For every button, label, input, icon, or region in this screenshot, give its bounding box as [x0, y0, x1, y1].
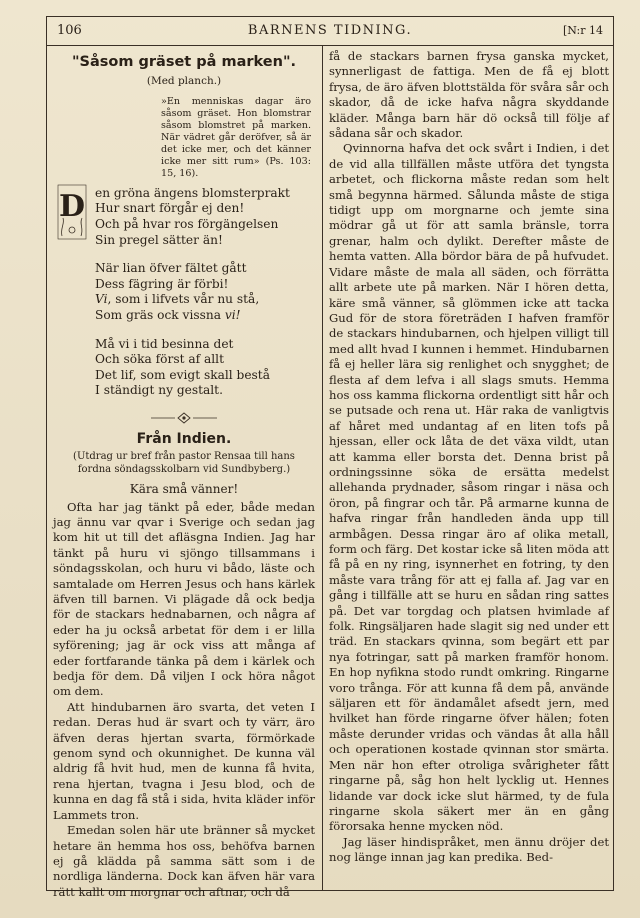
- left-column: [53, 49, 315, 899]
- poem-line: Må vi i tid besinna det: [95, 336, 234, 351]
- poem-line: Och på hvar ros förgängelsen: [95, 217, 279, 231]
- poem-emphasis: Vi: [95, 292, 108, 307]
- ornamental-dropcap: [57, 184, 87, 240]
- page-header: [47, 17, 613, 46]
- poem-epigraph: [161, 96, 311, 180]
- article-paragraph: Qvinnorna hafva det ock svårt i Indien, i det de vid alla tillfällen måste utföra det tyngsta arbetet, och flickorna måste redan som helt små begynna härmed. Sålunda måste de stiga tidigt upp om morgnarne och jemte sina mödrar gå ut för att samla bränsle, torra grenar, halm och dylikt. Derefter måste de hemta vatten. Alla bördor bära de på hufvudet. Vidare måste de mala all säden, och förrätta allt arbete ute på marken. När I hören detta, käre små vänner, så glömmen icke att tacka Gud för de stora företräden I hafven framför de stackars hindubarnen, och hjelpen villigt till med allt hvad I kunnen i hemmet. Hindubarnen få ej heller lära sig renlighet och snygghet; de flesta af dem lefva i all slags smuts. Hemma hos oss kamma flickorna ordentligt sitt hår och se putsade och rena ut. Här raka de vanligtvis af håret med undantag af en liten tofs på hjessan, eller ock låta de det växa vildt, utan att kamma eller borsta det. Denna brist på ordningssinne söka de ersätta medelst allehanda prydnader, såsom ringar i näsa och öron, på fingrar och tår. På armarne kunna de hafva ringar från handleden ända upp till armbågen. Dessa ringar äro af olika metall, form och färg. Det kostar icke så liten möda att få på en ny ring, isynnerhet en fotring, ty den måste vara trång för att ej falla af. Jag var en gång i tillfälle att se huru en sådan ring sattes på. Det var torgdag och platsen hvimlade af folk. Ringsäljaren hade slagit sig ned under ett träd. En stackars qvinna, som begärt ett par nya fotringar, satt på marken framför honom. En hop nyfikna stodo rundt omkring. Ringarne voro trånga. För att kunna få dem på, använde säljaren ett för ändamålet afsedt jern, med hvilket han förde ringarne öfver hälen; foten måste derunder vridas och vändas åt alla håll och operationen kostade qvinnan stor smärta. Men när hon efter otroliga svårigheter fått ringarne på, såg hon helt lycklig ut. Hennes lidande var dock icke slut härmed, ty de fula ringarne skola säkert mer än en gång förorsaka henne mycken nöd.: [329, 141, 609, 834]
- article-paragraph-continued: få de stackars barnen frysa ganska mycket, synnerligast de fattiga. Men de få ej blott frysa, de äro äfven blottstälda för svåra sår och skador, då de icke hafva några skyddande kläder. Många barn här dö också till följe af sådana sår och skador.: [329, 49, 609, 141]
- article-note: (Utdrag ur bref från pastor Rensaa till hans fordna söndagsskolbarn vid Sundbyberg.): [73, 451, 295, 475]
- epigraph-text: »En menniskas dagar äro såsom gräset. Hon blomstrar såsom blomstret på marken. När vädret går deröfver, så är det icke mer, och det känner icke mer sitt rum» (Ps. 103: 15, 16).: [161, 95, 311, 179]
- article-paragraph: Att hindubarnen äro svarta, det veten I redan. Deras hud är svart och ty värr, äro äfven deras hjertan svarta, förmörkade genom synd och okunnighet. De kunna väl aldrig få hvit hud, men de kunna få hvita, rena hjertan, tvagna i Jesu blod, och de kunna en dag få stå i sida, hvita kläder inför Lammets tron.: [53, 699, 315, 822]
- article-title: Från Indien.: [136, 430, 232, 447]
- dropcap-letter: D: [58, 188, 86, 224]
- article-paragraph: Jag läser hindispråket, men ännu dröjer det nog länge innan jag kan predika. Bed-: [329, 834, 609, 865]
- poem-line-rest: , som i lifvets vår nu stå,: [107, 292, 260, 307]
- salutation: Kära små vänner!: [129, 482, 239, 497]
- poem-line: en gröna ängens blomsterprakt: [95, 185, 290, 200]
- poem-line: Och söka först af allt: [95, 352, 224, 367]
- poem-line: [95, 292, 315, 308]
- poem-stanza-1: [95, 186, 315, 248]
- poem-subtitle: (Med planch.): [146, 75, 222, 88]
- section-divider-ornament: [53, 412, 315, 424]
- poem-line: Hur snart förgår ej den!: [95, 201, 245, 216]
- issue-number: [N:r 14: [563, 24, 603, 37]
- poem-line: Dess fägring är förbi!: [95, 276, 229, 291]
- newspaper-title: BARNENS TIDNING.: [247, 23, 413, 38]
- poem-line: I ständigt ny gestalt.: [95, 383, 223, 398]
- article-paragraph: Ofta har jag tänkt på eder, både medan jag ännu var qvar i Sverige och sedan jag kom hit ut till det afläsgna Indien. Jag har tänkt på huru vi sjöngo tillsammans i söndagsskolan, och huru vi bådo, läste och samtalade om Herren Jesus och hans kärlek äfven till barnen. Vi plägade då ock bedja för de stackars hednabarnen, och några af eder ha ju också arbetat för dem i er lilla syförening; jag är ock viss att många af eder fortfarande tänka på dem i kärlek och bedja för dem. Då viljen I ock höra något om dem.: [53, 499, 315, 699]
- poem-line: Det lif, som evigt skall bestå: [95, 367, 270, 382]
- column-divider: [322, 45, 323, 890]
- poem-stanza-3: [95, 337, 315, 399]
- page-frame: [46, 16, 614, 899]
- poem-title: "Såsom gräset på marken".: [71, 54, 297, 70]
- poem-line-start: Som gräs ock vissna: [95, 307, 225, 322]
- poem-line: Sin pregel sätter än!: [95, 232, 223, 247]
- page-number: 106: [57, 23, 82, 38]
- article-paragraph: Emedan solen här ute bränner så mycket hetare än hemma hos oss, behöfva barnen ej gå klädda på samma sätt som i de nordliga länderna. Dock kan äfven här vara rätt kallt om morgnar och aftnar, och då: [53, 823, 315, 899]
- poem-line: [95, 308, 315, 324]
- poem-stanza-2: [95, 261, 315, 323]
- poem: [58, 185, 315, 399]
- right-column: [329, 49, 609, 884]
- poem-emphasis: vi!: [224, 307, 241, 322]
- poem-line: När lian öfver fältet gått: [95, 261, 247, 276]
